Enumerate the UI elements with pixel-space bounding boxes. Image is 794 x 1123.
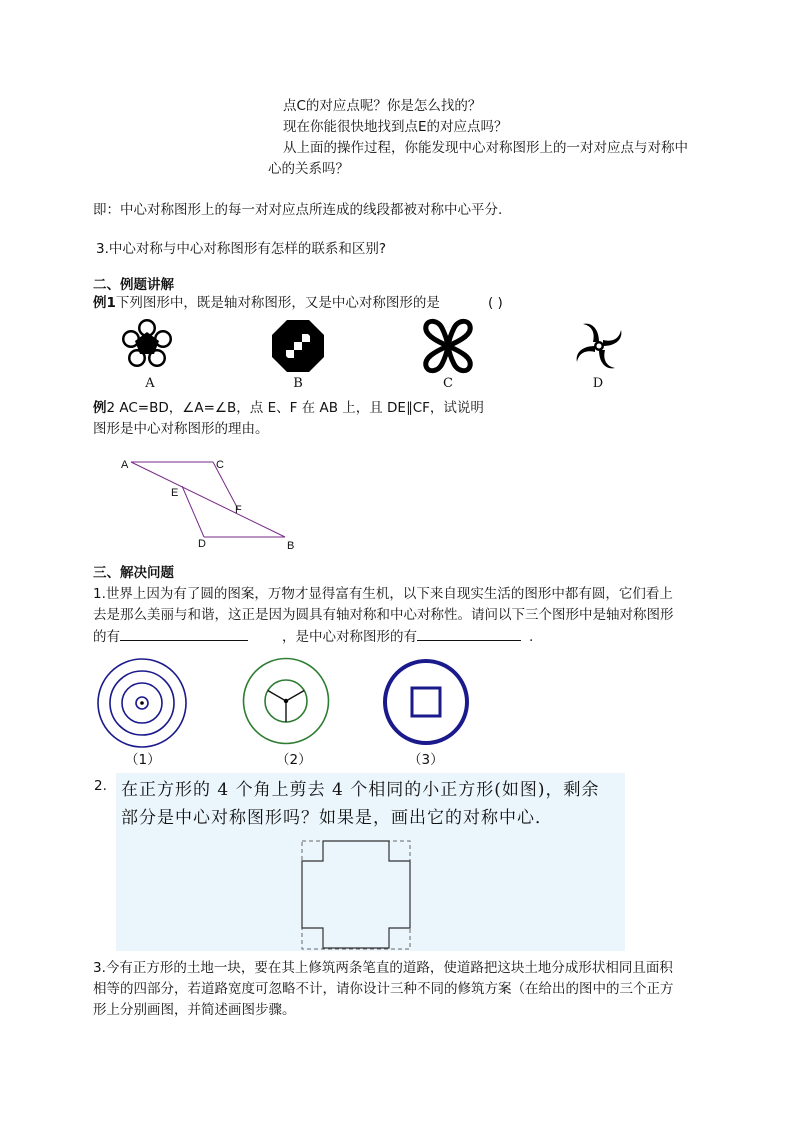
circle-figure-1: [96, 657, 188, 749]
problem-2-line-1: 在正方形的 4 个角上剪去 4 个相同的小正方形(如图)，剩余: [121, 780, 600, 800]
option-d-label: D: [592, 376, 604, 391]
point-c: C: [216, 459, 224, 471]
answer-blank-axis[interactable]: [120, 626, 248, 641]
example-2-text-line-2: 图形是中心对称图形的理由。: [93, 421, 269, 437]
intro-line-3: 从上面的操作过程，你能发现中心对称图形上的一对对应点与对称中: [283, 140, 688, 156]
point-b: B: [287, 540, 295, 552]
example-1-text: 下列图形中，既是轴对称图形，又是中心对称图形的是: [115, 295, 440, 311]
question-3: 3.中心对称与中心对称图形有怎样的联系和区别?: [96, 241, 387, 257]
figure-d-pinwheel: [571, 318, 627, 374]
figure-c-clover: [420, 318, 476, 374]
problem-3-line-1: 3.今有正方形的土地一块，要在其上修筑两条笔直的道路，使道路把这块土地分成形状相同且面积: [93, 960, 673, 976]
option-c-label: C: [443, 376, 453, 391]
point-a: A: [121, 459, 129, 471]
intro-line-1: 点C的对应点呢？你是怎么找的？: [283, 98, 482, 114]
circle-figure-2: [242, 657, 330, 745]
problem-2-line-2: 部分是中心对称图形吗？如果是，画出它的对称中心．: [121, 808, 553, 828]
example-1-label: 例1: [93, 295, 116, 311]
option-a-label: A: [145, 376, 155, 391]
answer-blank-center[interactable]: [417, 626, 521, 641]
point-e: E: [171, 487, 179, 499]
problem-1-text-c: .: [529, 629, 534, 645]
circle-figure-3: [381, 657, 471, 747]
problem-2-panel: [116, 773, 625, 951]
circle-figure-3-label: （3）: [408, 752, 444, 768]
problem-2-number: 2.: [94, 778, 107, 794]
example-2-label: 例: [93, 400, 107, 416]
example-1: [93, 293, 440, 313]
circle-figure-1-label: （1）: [125, 752, 161, 768]
problem-1-line-3: [93, 626, 533, 647]
example-2: [93, 398, 484, 418]
figure-b-octagon: [272, 320, 324, 372]
problem-1-line-1: 1.世界上因为有了圆的图案，万物才显得富有生机，以下来自现实生活的图形中都有圆，它们看上: [93, 586, 673, 602]
intro-line-4: 心的关系吗？: [268, 161, 349, 177]
cut-square-figure: [301, 840, 413, 952]
point-d: D: [198, 538, 206, 550]
figure-a-flower: [120, 318, 174, 374]
example-2-text: 2 AC=BD，∠A=∠B，点 E、F 在 AB 上，且 DE∥CF，试说明: [106, 400, 484, 416]
section-3-heading: 三、解决问题: [93, 565, 174, 581]
circle-figure-2-label: （2）: [276, 752, 312, 768]
point-f: F: [235, 504, 242, 516]
option-b-label: B: [293, 376, 303, 391]
problem-1-line-2: 去是那么美丽与和谐，这正是因为圆具有轴对称和中心对称性。请问以下三个图形中是轴对称图形: [93, 607, 674, 623]
problem-3-line-2: 相等的四部分，若道路宽度可忽略不计，请你设计三种不同的修筑方案（在给出的图中的三个正方: [93, 981, 674, 997]
example-1-answer-paren: ( ): [488, 295, 503, 311]
conclusion-text: 即：中心对称图形上的每一对对应点所连成的线段都被对称中心平分.: [93, 202, 503, 218]
problem-3-line-3: 形上分别画图，并简述画图步骤。: [93, 1002, 296, 1018]
example-2-diagram: [115, 455, 305, 555]
intro-line-2: 现在你能很快地找到点E的对应点吗？: [283, 119, 508, 135]
problem-1-text-b: ，是中心对称图形的有: [282, 629, 417, 645]
section-2-heading: 二、例题讲解: [93, 277, 174, 293]
problem-1-text-a: 的有: [93, 629, 120, 645]
